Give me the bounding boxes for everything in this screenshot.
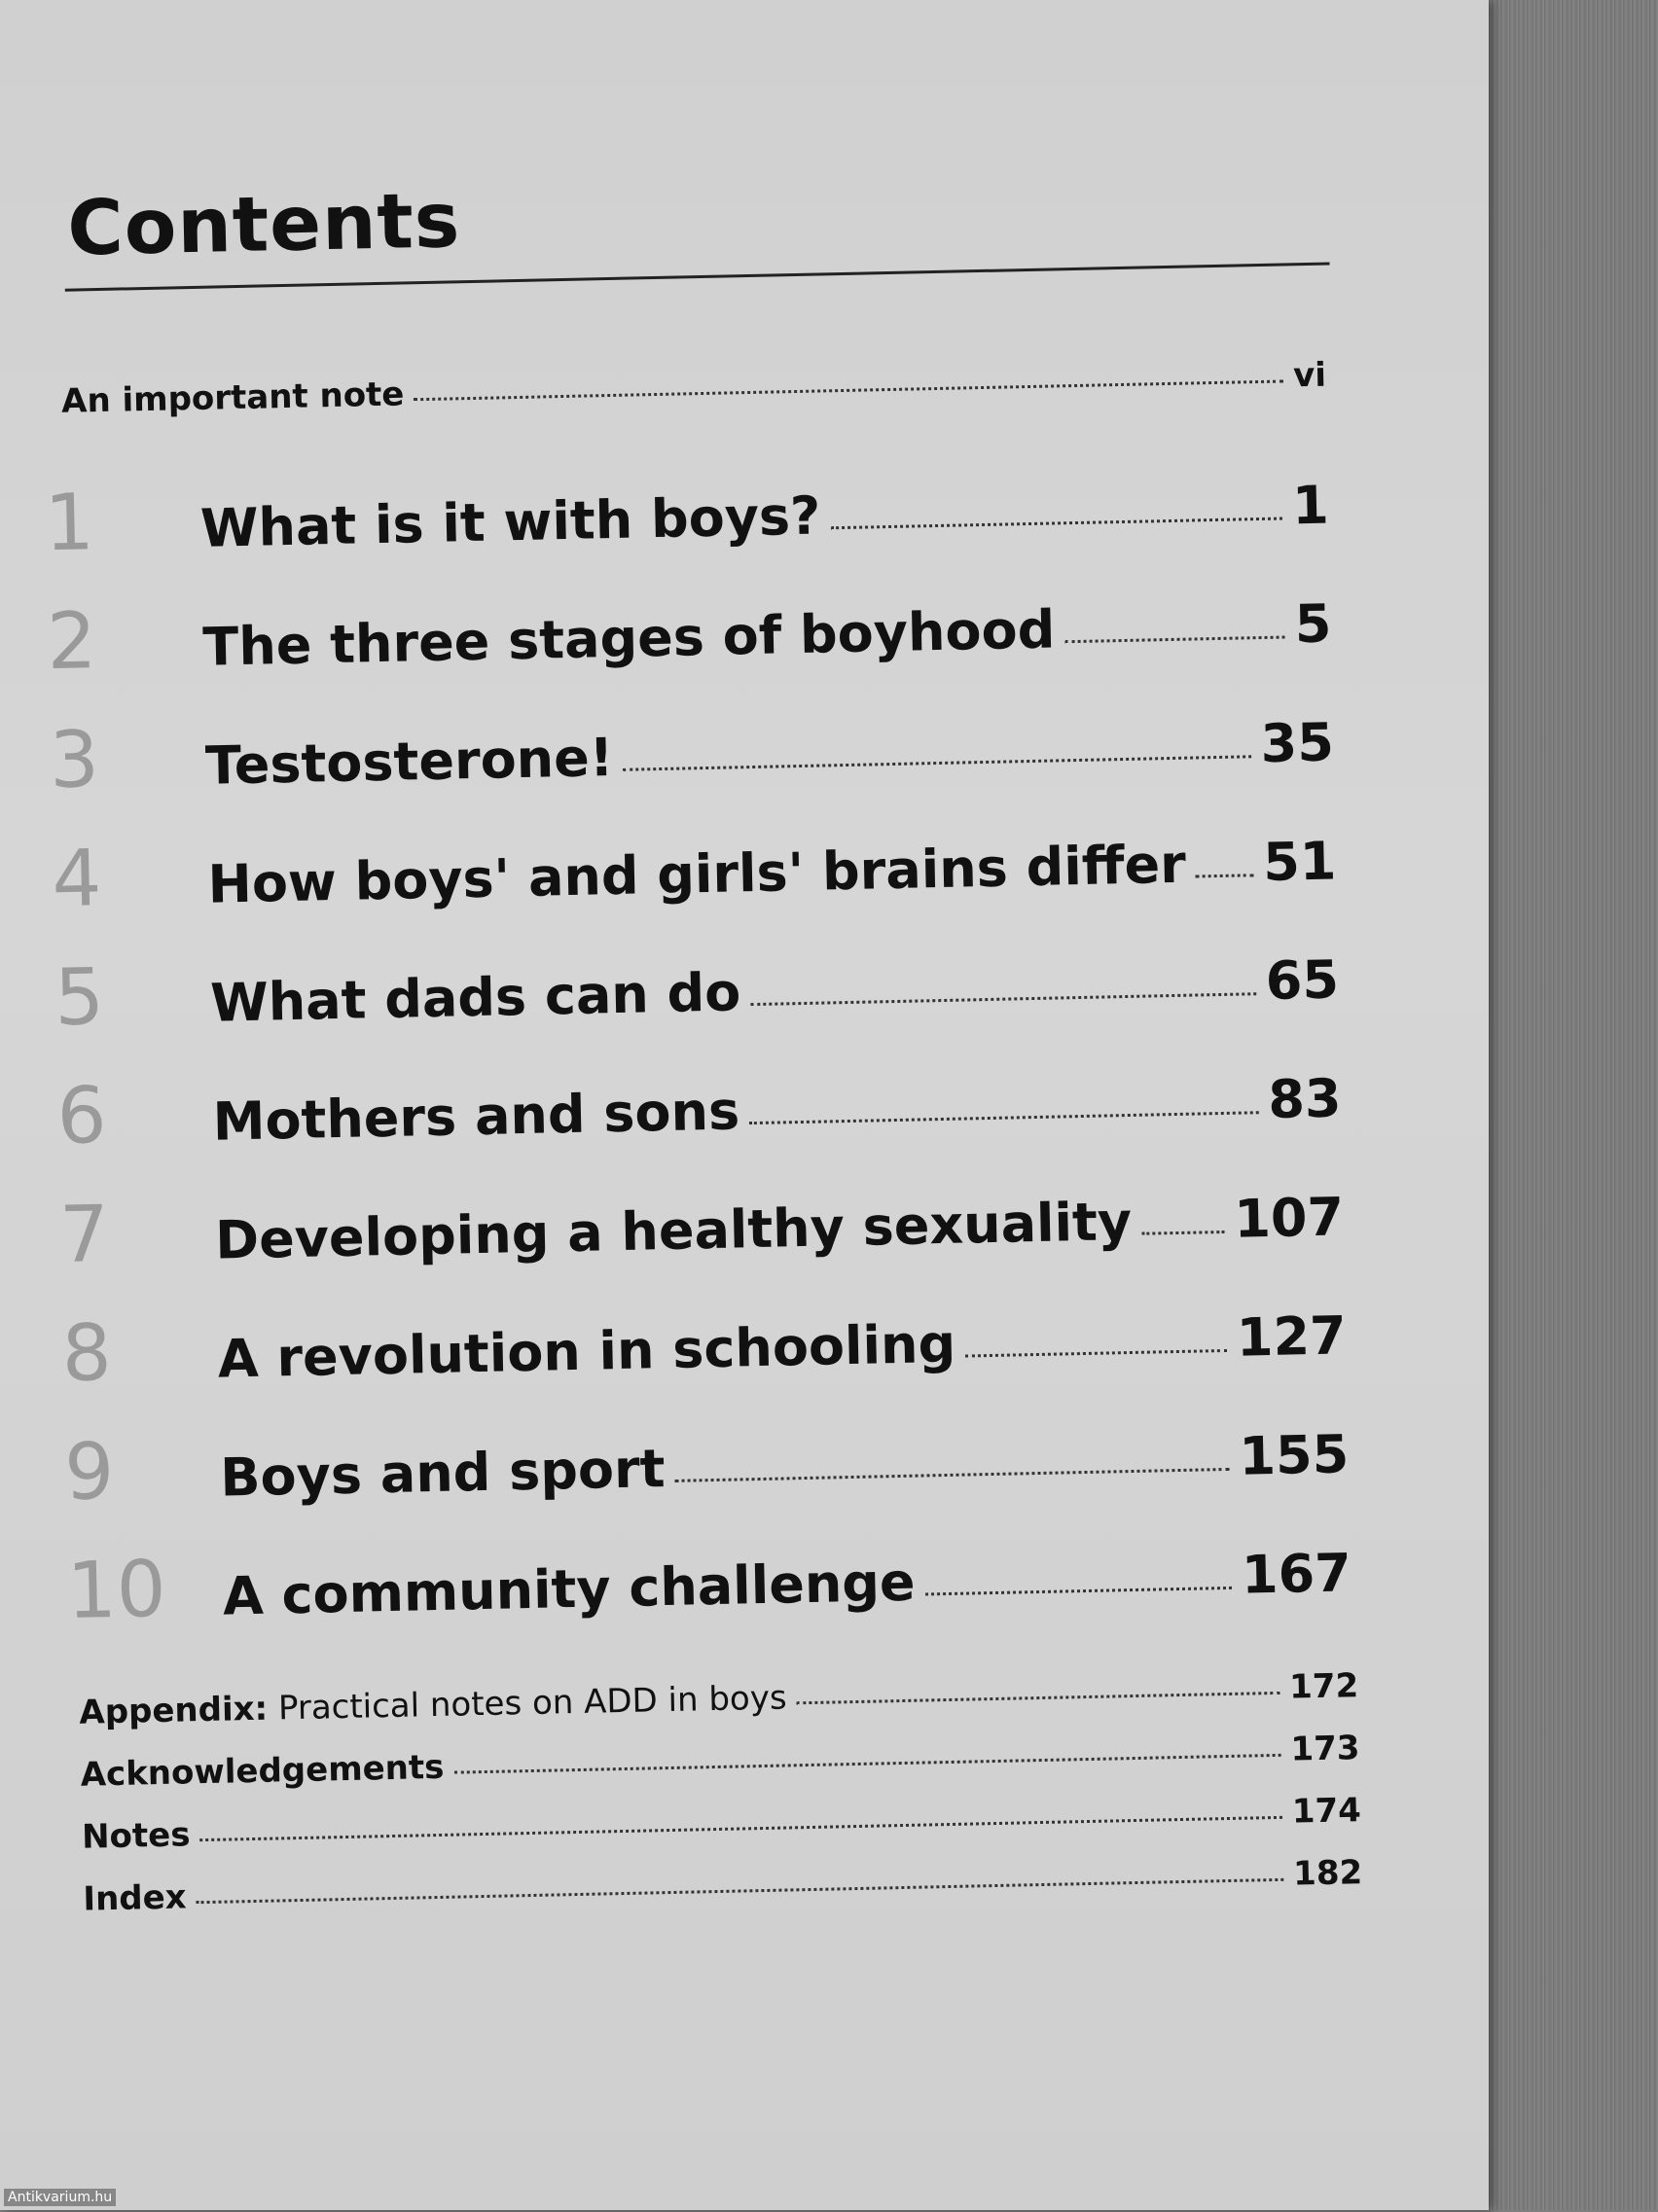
dot-leader — [749, 1111, 1258, 1124]
dot-leader — [1141, 1231, 1224, 1235]
toc-chapter-10[interactable] — [66, 1518, 1352, 1653]
dot-leader — [925, 1587, 1233, 1596]
label-rest: Practical notes on ADD in boys — [267, 1678, 787, 1729]
chapter-number: 10 — [65, 1543, 167, 1636]
dot-leader — [750, 992, 1256, 1006]
chapter-page: 35 — [1260, 711, 1335, 775]
label-bold: Acknowledgements — [80, 1747, 445, 1795]
dot-leader — [414, 379, 1283, 401]
dot-leader — [197, 1878, 1284, 1904]
chapter-page: 167 — [1241, 1542, 1352, 1606]
toc-chapter-6[interactable] — [56, 1044, 1343, 1178]
dot-leader — [1196, 874, 1254, 877]
toc-entry-label: An important note — [60, 375, 405, 421]
dot-leader — [675, 1468, 1230, 1482]
label-bold: Notes — [81, 1815, 191, 1857]
toc-entry-page: vi — [1292, 355, 1327, 396]
chapter-page: 51 — [1262, 830, 1338, 894]
toc-entry-page: 172 — [1288, 1666, 1359, 1707]
dot-leader — [453, 1754, 1280, 1774]
toc-entry-label — [80, 1748, 444, 1795]
dot-leader — [1064, 636, 1285, 644]
chapter-number: 1 — [43, 477, 95, 569]
chapter-title: Mothers and sons — [212, 1080, 740, 1153]
dot-leader — [624, 755, 1251, 771]
chapter-title: Boys and sport — [219, 1438, 667, 1509]
toc-chapter-1[interactable] — [44, 451, 1330, 586]
chapter-title: What dads can do — [209, 961, 741, 1034]
toc-entry-label — [83, 1877, 187, 1918]
toc-chapter-9[interactable] — [63, 1400, 1350, 1534]
chapter-title: Developing a healthy sexuality — [214, 1190, 1133, 1271]
label-bold: Index — [83, 1877, 188, 1919]
chapter-number: 2 — [46, 595, 98, 688]
toc-entry-page: 173 — [1290, 1729, 1360, 1769]
chapter-page: 83 — [1267, 1067, 1343, 1130]
chapter-title: A revolution in schooling — [217, 1312, 956, 1390]
toc-chapter-4[interactable] — [51, 806, 1337, 941]
page-title: Contents — [66, 177, 462, 273]
toc-entry-page: 182 — [1292, 1853, 1363, 1894]
chapter-page: 5 — [1294, 592, 1332, 656]
chapter-page: 127 — [1236, 1304, 1348, 1369]
dot-leader — [965, 1349, 1227, 1358]
chapter-number: 8 — [60, 1306, 113, 1399]
toc-entry-label — [79, 1678, 787, 1731]
toc-chapter-7[interactable] — [58, 1162, 1345, 1297]
chapter-title: Testosterone! — [204, 727, 614, 797]
chapter-title: How boys' and girls' brains differ — [206, 833, 1187, 915]
toc-chapter-8[interactable] — [61, 1281, 1348, 1415]
chapter-number: 9 — [63, 1425, 116, 1517]
watermark: Antikvarium.hu — [4, 2189, 116, 2206]
chapter-page: 155 — [1238, 1423, 1350, 1487]
toc-chapter-3[interactable] — [49, 689, 1335, 823]
chapter-page: 107 — [1233, 1186, 1345, 1250]
chapter-number: 3 — [48, 714, 100, 806]
dot-leader — [797, 1692, 1280, 1704]
chapter-title: The three stages of boyhood — [201, 598, 1056, 678]
chapter-number: 5 — [54, 951, 105, 1044]
dot-leader — [831, 517, 1283, 530]
chapter-page: 1 — [1291, 474, 1330, 537]
chapter-page: 65 — [1265, 948, 1340, 1013]
toc-chapter-5[interactable] — [54, 925, 1340, 1059]
chapter-number: 7 — [58, 1188, 111, 1281]
label-bold: Appendix: — [79, 1689, 269, 1732]
toc-entry-intro[interactable] — [61, 356, 1327, 441]
chapter-number: 4 — [51, 833, 103, 925]
dot-leader — [200, 1816, 1282, 1841]
toc-chapter-2[interactable] — [46, 570, 1332, 704]
toc-entry-label — [82, 1815, 191, 1856]
chapter-number: 6 — [55, 1070, 108, 1162]
chapter-title: What is it with boys? — [199, 484, 821, 559]
chapter-title: A community challenge — [222, 1551, 917, 1627]
toc-entry-page: 174 — [1291, 1791, 1362, 1832]
